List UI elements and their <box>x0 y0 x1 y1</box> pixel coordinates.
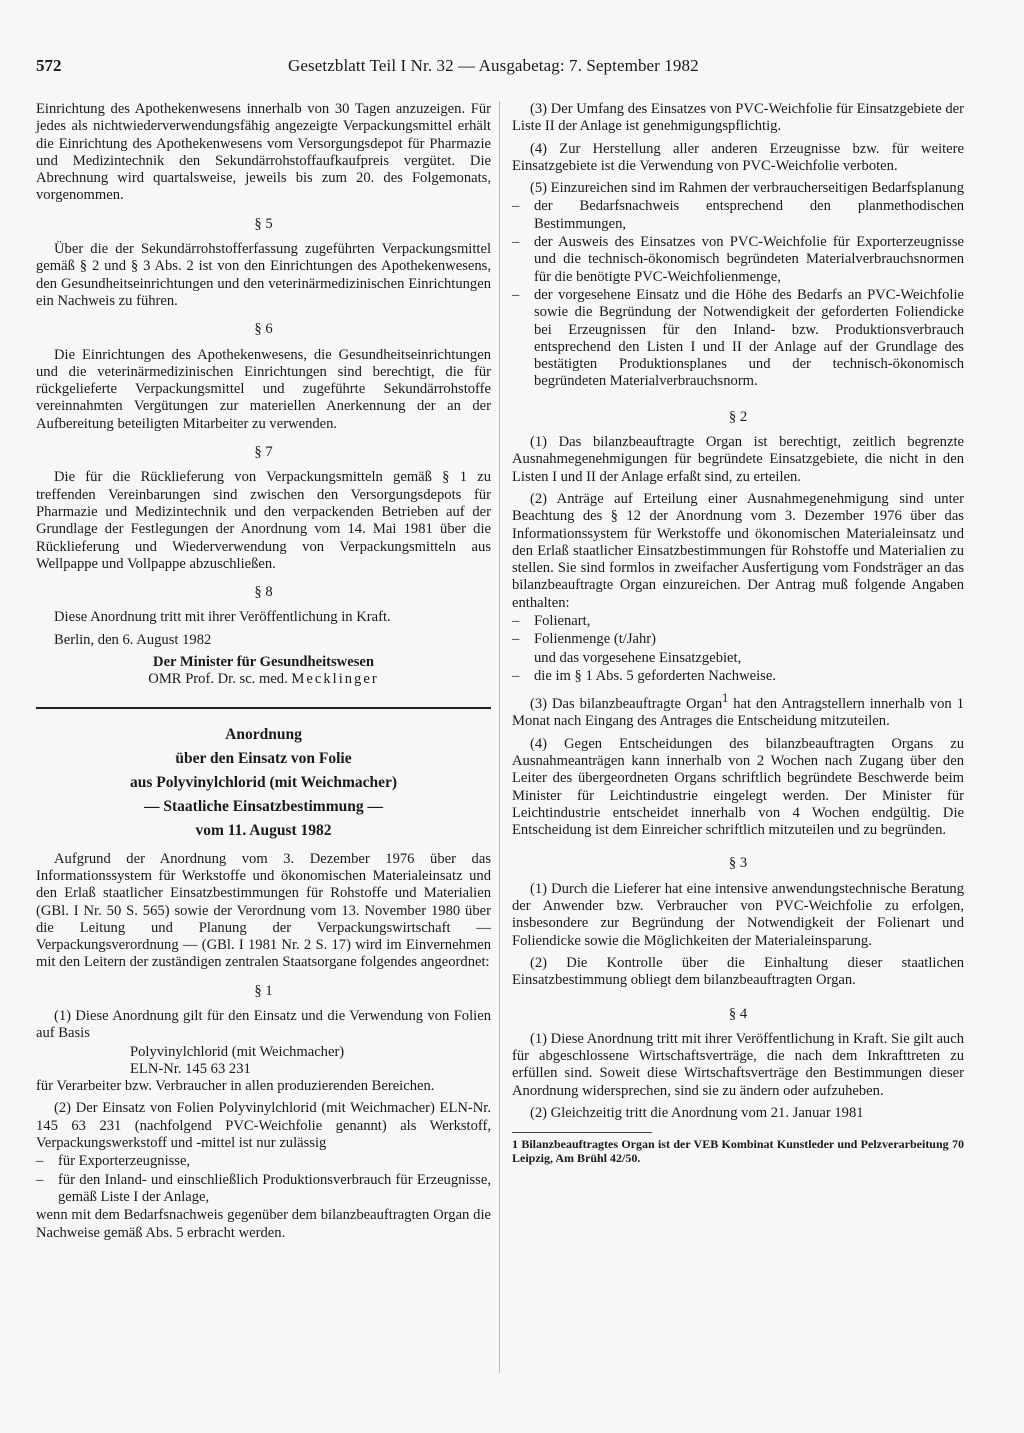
section-heading: § 5 <box>254 215 273 232</box>
paragraph: (2) Der Einsatz von Folien Polyvinylchlorid (mit Weichmacher) ELN-Nr. 145 63 231 (nachfolgend PVC-Weichfolie genannt) als Werkstoff, Verpackungswerkstoff und -mittel ist nur zulässig <box>36 1100 491 1152</box>
list-item: – Folienart, <box>512 613 591 630</box>
section-heading: § 7 <box>254 444 273 461</box>
section-heading: § 4 <box>728 1005 748 1022</box>
running-head: Gesetzblatt Teil I Nr. 32 — Ausgabetag: 7. September 1982 <box>288 56 699 75</box>
list-item: – der Bedarfsnachweis entsprechend den planmethodischen Bestimmungen, <box>512 198 964 232</box>
signer-name: Mecklinger <box>291 671 379 688</box>
page-header <box>36 56 991 86</box>
list-item-continuation: und das vorgesehene Einsatzgebiet, <box>534 649 742 666</box>
paragraph: Diese Anordnung tritt mit ihrer Veröffentlichung in Kraft. <box>54 609 391 626</box>
section-heading: § 1 <box>254 982 273 999</box>
paragraph: Die für die Rücklieferung von Verpackungsmitteln gemäß § 1 zu treffenden Vereinbarungen sind zwischen den Versorgungsdepots für Pharmazie und Medizintechnik und den verpackenden Betrieben auf der Grundlage der Festlegungen der Anordnung vom 14. Mai 1981 über die Rücklieferung und Wiederverwendung von Verpackungsmitteln aus Wellpappe und Vollpappe abzuschließen. <box>36 469 491 572</box>
paragraph: (2) Gleichzeitig tritt die Anordnung vom 21. Januar 1981 <box>530 1105 864 1121</box>
column-divider <box>499 101 500 1373</box>
paragraph: Einrichtung des Apothekenwesens innerhalb von 30 Tagen anzuzeigen. Für jedes als nichtwiederverwendungsfähig angezeigte Verpackungsmittel erhält die Einrichtung des Apothekenwesens vom Versorgungsdepot für Pharmazie und Medizintechnik den Sekundärrohstoffaufkaufpreis vergütet. Die Abrechnung wird quartalsweise, jeweils bis zum 20. des Folgemonats, vorgenommen. <box>36 101 491 204</box>
place-date: Berlin, den 6. August 1982 <box>54 631 212 648</box>
paragraph: wenn mit dem Bedarfsnachweis gegenüber dem bilanzbeauftragten Organ die Nachweise gemäß Abs. 5 erbracht werden. <box>36 1207 491 1241</box>
section-heading: § 6 <box>254 321 273 338</box>
left-column <box>36 101 491 1247</box>
paragraph: Über die der Sekundärrohstofferfassung zugeführten Verpackungsmittel gemäß § 2 und § 3 Abs. 2 ist von den Einrichtungen des Apothekenwesens, den Gesundheitseinrichtungen und den veterinärmedizinischen Einrichtungen ein Nachweis zu führen. <box>36 241 491 309</box>
paragraph: (1) Durch die Lieferer hat eine intensive anwendungstechnische Beratung der Anwender bzw. Verbraucher von PVC-Weichfolie zu erfolgen, insbesondere zur Begründung der Notwendigkeit der Folienart und Foliendicke sowie die Möglichkeiten der Materialeinsparung. <box>512 880 964 949</box>
footnote-rule <box>512 1132 652 1133</box>
ordinance-title-line: über den Einsatz von Folie <box>175 749 352 767</box>
page-number: 572 <box>36 56 62 75</box>
ordinance-title: Anordnung <box>225 725 302 743</box>
list-item: – die im § 1 Abs. 5 geforderten Nachweise. <box>512 667 776 684</box>
material-number: ELN-Nr. 145 63 231 <box>130 1060 251 1077</box>
preamble: Aufgrund der Anordnung vom 3. Dezember 1976 über das Informationssystem für Werkstoffe und ökonomischen Materialeinsatz und den Erlaß staatlicher Einsatzbestimmungen für Rohstoffe und Materialien (GBl. I Nr. 50 S. 565) sowie der Verordnung vom 13. November 1980 über die Leitung und Planung der Verpackungswirtschaft — Verpackungsverordnung — (GBl. I 1981 Nr. 2 S. 17) wird im Einvernehmen mit den Leitern der zuständigen zentralen Staatsorgane folgendes angeordnet: <box>36 850 491 971</box>
paragraph: (2) Anträge auf Erteilung einer Ausnahmegenehmigung sind unter Beachtung des § 12 der Anordnung vom 3. Dezember 1976 über das Informationssystem für Werkstoffe und ökonomischen Materialeinsatz und den Erlaß staatlicher Einsatzbestimmungen für Rohstoffe und Materialien zu stellen. Sie sind formlos in zweifacher Ausfertigung vom Fondsträger an das bilanzbeauftragte Organ einzureichen. Der Antrag muß folgende Angaben enthalten: <box>512 490 964 611</box>
section-heading: § 8 <box>254 584 273 601</box>
paragraph: (1) Diese Anordnung gilt für den Einsatz und die Verwendung von Folien auf Basis <box>36 1007 491 1042</box>
paragraph: (2) Die Kontrolle über die Einhaltung dieser staatlichen Einsatzbestimmung obliegt dem bilanzbeauftragten Organ. <box>512 954 964 989</box>
footnote: 1 Bilanzbeauftragtes Organ ist der VEB Kombinat Kunstleder und Pelzverarbeitung 70 Leipzig, Am Brühl 42/50. <box>512 1137 964 1166</box>
list-item: – für den Inland- und einschließlich Produktionsverbrauch für Erzeugnisse, gemäß Liste I der Anlage, <box>36 1171 491 1205</box>
list-item: – für Exporterzeugnisse, <box>36 1153 191 1170</box>
ordinance-subtitle: — Staatliche Einsatzbestimmung — <box>144 797 383 815</box>
right-column <box>512 101 964 1165</box>
ordinance-title-line: aus Polyvinylchlorid (mit Weichmacher) <box>129 773 398 791</box>
section-heading: § 3 <box>728 855 748 872</box>
footnote-marker: 1 <box>722 691 729 706</box>
section-heading: § 2 <box>728 408 748 425</box>
separator-rule <box>36 707 491 709</box>
signature-line <box>36 671 491 688</box>
paragraph: (5) Einzureichen sind im Rahmen der verbraucherseitigen Bedarfsplanung <box>530 180 965 197</box>
paragraph: für Verarbeiter bzw. Verbraucher in allen produzierenden Bereichen. <box>36 1078 435 1095</box>
paragraph: (1) Diese Anordnung tritt mit ihrer Veröffentlichung in Kraft. Sie gilt auch für abgeschlossene Wirtschaftsverträge, die nach dem Inkrafttreten zu erfüllen sind. Soweit diese Wirtschaftsverträge den Bestimmungen dieser Anordnung widersprechen, sind sie zu ändern oder aufzuheben. <box>512 1030 964 1099</box>
signer-prefix: OMR Prof. Dr. sc. med. <box>148 671 288 688</box>
paragraph: (1) Das bilanzbeauftragte Organ ist berechtigt, zeitlich begrenzte Ausnahmegenehmigungen für begründete Einsatzgebiete, die nicht in den Listen I und II der Anlage erfaßt sind, zu erteilen. <box>512 434 964 485</box>
paragraph: (3) Das bilanzbeauftragte Organ$^1$ hat den Antragstellern innerhalb von 1 Monat nach Eingang des Antrages die Entscheidung mitzuteilen. <box>512 691 964 730</box>
paragraph: (4) Gegen Entscheidungen des bilanzbeauftragten Organs zu Ausnahmeanträgen kann innerhalb von 2 Wochen nach Zugang über den Leiter des übergeordneten Organs schriftlich begründete Beschwerde beim Minister für Leichtindustrie eingelegt werden. Der Minister für Leichtindustrie entscheidet innerhalb von 4 Wochen endgültig. Die Entscheidung ist dem Einreicher schriftlich mitzuteilen und zu begründen. <box>512 735 964 839</box>
material-name: Polyvinylchlorid (mit Weichmacher) <box>130 1043 345 1060</box>
list-item: – Folienmenge (t/Jahr) <box>512 631 656 648</box>
paragraph: (4) Zur Herstellung aller anderen Erzeugnisse bzw. für weitere Einsatzgebiete ist die Verwendung von PVC-Weichfolie verboten. <box>512 140 964 174</box>
minister-title: Der Minister für Gesundheitswesen <box>153 654 374 671</box>
list-item: – der vorgesehene Einsatz und die Höhe des Bedarfs an PVC-Weichfolie sowie die Begründung der Notwendigkeit der geforderten Foliendicke bei Erzeugnissen für den Inland- bzw. Produktionsverbrauch entsprechend den Listen I und II der Anlage auf der Grundlage des bestätigten Produktionsplanes und der technisch-ökonomisch begründeten Materialverbrauchsnorm. <box>512 286 964 390</box>
ordinance-date: vom 11. August 1982 <box>195 821 332 839</box>
paragraph: (3) Der Umfang des Einsatzes von PVC-Weichfolie für Einsatzgebiete der Liste II der Anlage ist genehmigungspflichtig. <box>512 101 964 135</box>
list-item: – der Ausweis des Einsatzes von PVC-Weichfolie für Exporterzeugnisse und die technisch-ökonomisch begründeten Materialverbrauchsnormen für die benötigte PVC-Weichfolienmenge, <box>512 234 964 285</box>
paragraph: Die Einrichtungen des Apothekenwesens, die Gesundheitseinrichtungen und die veterinärmedizinischen Einrichtungen sind berechtigt, die für rückgelieferte Verpackungsmittel und zugeführte Sekundärrohstoffe vereinnahmten Vergütungen zur materiellen Anerkennung der an der Aufbereitung beteiligten Mitarbeiter zu verwenden. <box>36 346 491 432</box>
